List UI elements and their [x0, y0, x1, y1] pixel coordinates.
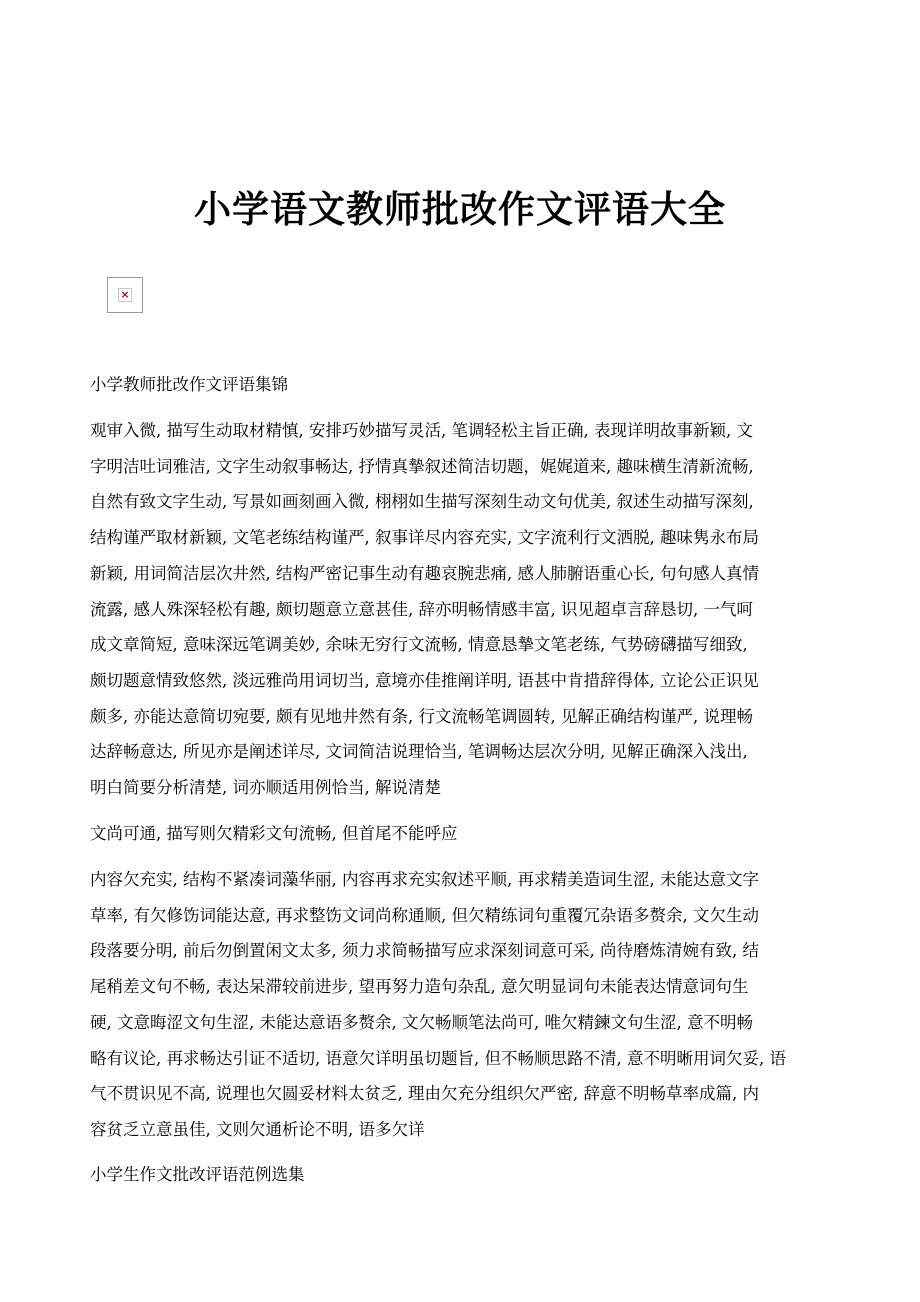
- paragraph-line: 段落要分明, 前后勿倒置闲文太多, 须力求简畅描写应求深刻词意可采, 尚待磨炼清婉有致, 结: [90, 941, 759, 961]
- section-heading-1: 小学教师批改作文评语集锦: [90, 375, 288, 394]
- paragraph-line: 颇多, 亦能达意简切宛要, 颇有见地井然有条, 行文流畅笔调圆转, 见解正确结构谨严, 说理畅: [90, 706, 753, 726]
- paragraph-line: 内容欠充实, 结构不紧凑词藻华丽, 内容再求充实叙述平顺, 再求精美造词生涩, 未能达意文字: [90, 870, 759, 889]
- document-title: 小学语文教师批改作文评语大全: [194, 187, 726, 231]
- section-heading-3: 小学生作文批改评语范例选集: [90, 1165, 305, 1184]
- paragraph-line: 自然有致文字生动, 写景如画刻画入微, 栩栩如生描写深刻生动文句优美, 叙述生动描写深刻,: [90, 492, 754, 512]
- paragraph-line: 颇切题意情致悠然, 淡远雅尚用词切当, 意境亦佳推阐详明, 语甚中肯措辞得体, 立论公正识见: [90, 670, 759, 690]
- paragraph-line: 草率, 有欠修饬词能达意, 再求整饬文词尚称通顺, 但欠精练词句重覆冗杂语多赘余, 文欠生动: [90, 905, 759, 925]
- broken-image-placeholder: [107, 277, 143, 313]
- paragraph-line: 略有议论, 再求畅达引证不适切, 语意欠详明虽切题旨, 但不畅顺思路不清, 意不明晰用词欠妥, 语: [90, 1048, 786, 1068]
- paragraph-line: 流露, 感人殊深轻松有趣, 颇切题意立意甚佳, 辞亦明畅情感丰富, 识见超卓言辞恳切, 一气呵: [90, 599, 753, 619]
- paragraph-line: 尾稍差文句不畅, 表达呆滞较前进步, 望再努力造句杂乱, 意欠明显词句未能表达情意词句生: [90, 977, 749, 997]
- section-1-paragraph: [90, 413, 870, 806]
- paragraph-line: 达辞畅意达, 所见亦是阐述详尽, 文词简洁说理恰当, 笔调畅达层次分明, 见解正确深入浅出,: [90, 742, 748, 762]
- paragraph-line: 硬, 文意晦涩文句生涩, 未能达意语多赘余, 文欠畅顺笔法尚可, 唯欠精鍊文句生涩, 意不明畅: [90, 1012, 753, 1032]
- section-heading-2: 文尚可通, 描写则欠精彩文句流畅, 但首尾不能呼应: [90, 824, 458, 843]
- paragraph-line: 字明洁吐词雅洁, 文字生动叙事畅达, 抒情真摯叙述简洁切题，娓娓道来, 趣味横生清新流畅,: [90, 456, 754, 476]
- paragraph-line: 结构谨严取材新颖, 文笔老练结构谨严, 叙事详尽内容充实, 文字流利行文洒脱, 趣味隽永布局: [90, 528, 759, 548]
- paragraph-line: 明白简要分析清楚, 词亦顺适用例恰当, 解说清楚: [90, 778, 441, 798]
- paragraph-line: 气不贯识见不高, 说理也欠圆妥材料太贫乏, 理由欠充分组织欠严密, 辞意不明畅草率成篇, 内: [90, 1084, 759, 1104]
- paragraph-line: 容贫乏立意虽佳, 文则欠通析论不明, 语多欠详: [90, 1119, 425, 1139]
- paragraph-line: 成文章简短, 意味深远笔调美妙, 余味无穷行文流畅, 情意恳摯文笔老练, 气势磅礴描写细致,: [90, 635, 748, 655]
- section-2-paragraph: [90, 862, 870, 1148]
- broken-image-icon: ×: [118, 288, 132, 302]
- paragraph-line: 观审入微, 描写生动取材精慎, 安排巧妙描写灵活, 笔调轻松主旨正确, 表现详明故事新颖, 文: [90, 421, 753, 440]
- paragraph-line: 新颖, 用词简洁层次井然, 结构严密记事生动有趣哀腕悲痛, 感人肺腑语重心长, 句句感人真情: [90, 563, 759, 583]
